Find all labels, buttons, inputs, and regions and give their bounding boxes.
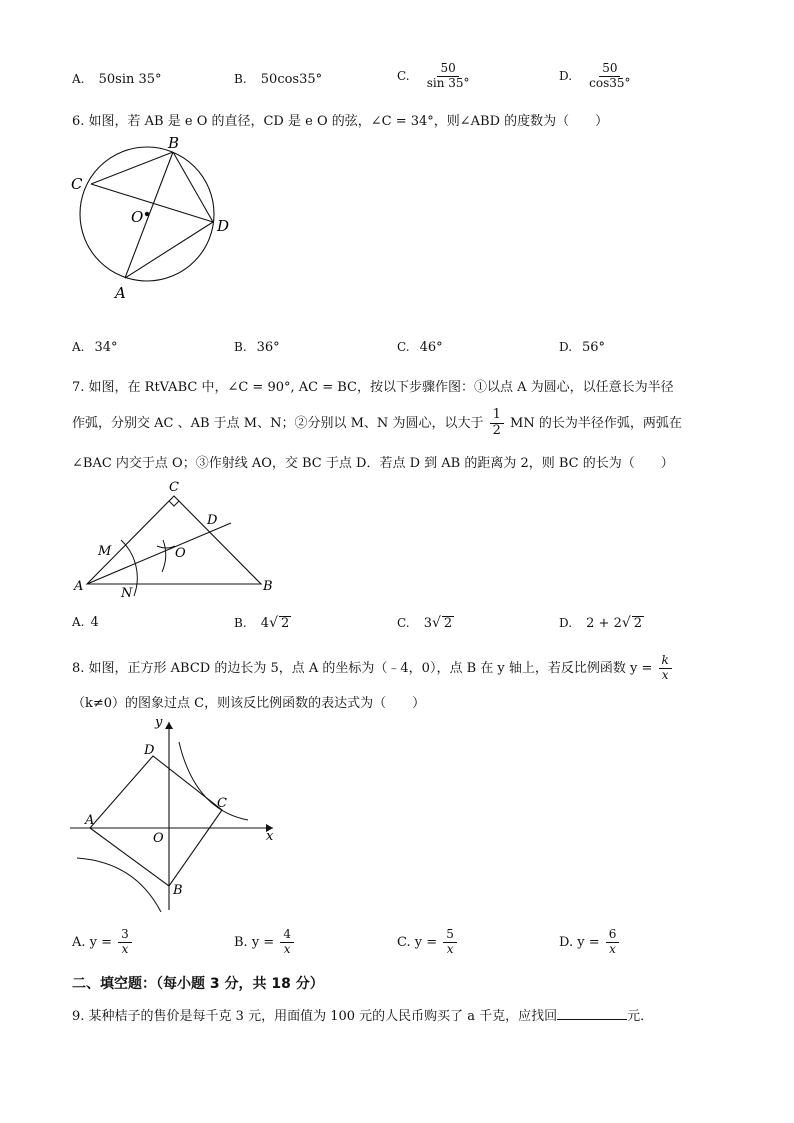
label-c: C (71, 175, 83, 193)
q5-option-c-numerator: 50 (437, 62, 458, 77)
q6-option-c: C. 46° (397, 340, 443, 355)
segment-cb (91, 152, 173, 184)
q7-option-a: A. 4 (72, 615, 99, 630)
q5-option-a: A. 50sin 35° (72, 72, 162, 87)
q7-line2: 作弧，分别交 AC 、AB 于点 M、N；②分别以 M、N 为圆心，以大于 $\frac{1}{2}$ MN 的长为半径作弧，两弧在 (72, 407, 682, 438)
q5-option-d-denominator: cos35° (589, 75, 631, 90)
arc-o-1 (162, 540, 166, 572)
segment-da (125, 222, 213, 278)
y-axis-arrow (165, 722, 173, 729)
q7-option-c: C. 3√ 2 (397, 615, 453, 631)
q8-option-c: C. y = $\frac{5}{x}$ (397, 928, 459, 957)
center-o-dot (145, 212, 149, 216)
q7-figure (65, 474, 295, 604)
label-d: D (217, 217, 230, 235)
q6-option-d: D. 56° (559, 340, 606, 355)
label-d: D (207, 513, 218, 528)
q5-option-c-denominator: sin 35° (426, 75, 470, 90)
q6-option-a: A. 34° (72, 340, 118, 355)
square-abcd (90, 756, 222, 886)
label-x: x (266, 829, 274, 844)
q5-option-d-numerator: 50 (599, 62, 620, 77)
label-c: C (169, 480, 179, 495)
q8-option-a: A. y = $\frac{3}{x}$ (72, 928, 134, 957)
q6-option-b: B. 36° (234, 340, 280, 355)
q8-line1: 8. 如图，正方形 ABCD 的边长为 5，点 A 的坐标为（﹣4，0），点 B 在 y 轴上，若反比例函数 y = $\frac{k}{x}$ (72, 654, 674, 683)
q5-option-a-text: 50sin 35° (98, 72, 162, 87)
label-b: B (173, 883, 183, 898)
label-a: A (85, 813, 95, 828)
q8-option-b: B. y = $\frac{4}{x}$ (234, 928, 296, 957)
q6-figure (65, 130, 240, 305)
q7-line1: 7. 如图，在 RtVABC 中，∠C = 90°, AC = BC，按以下步骤作图：①以点 A 为圆心，以任意长为半径 (72, 380, 674, 395)
label-a: A (74, 579, 84, 594)
q8-figure (65, 712, 285, 912)
q5-option-b: B. 50cos35° (234, 72, 323, 87)
q7-line3: ∠BAC 内交于点 O；③作射线 AO，交 BC 于点 D．若点 D 到 AB 的距离为 2，则 BC 的长为（ ） (72, 456, 674, 471)
label-o: O (175, 546, 186, 561)
q7-option-d: D. 2 + 2√ 2 (559, 615, 643, 631)
label-y: y (155, 715, 163, 730)
q5-option-d: D. $\frac{50}{\cos 35^\circ}$ (559, 62, 636, 91)
label-b: B (263, 579, 273, 594)
q8-option-d: D. y = $\frac{6}{x}$ (559, 928, 621, 957)
label-m: M (98, 544, 112, 559)
hyperbola-branch-2 (77, 858, 161, 912)
label-c: C (217, 796, 227, 811)
q7-option-b: B. 4√ 2 (234, 615, 290, 631)
section-2-title: 二、填空题：（每小题 3 分，共 18 分） (72, 976, 324, 992)
q6-stem: 6. 如图，若 AB 是 e O 的直径，CD 是 e O 的弦，∠C = 34°，则∠ABD 的度数为（ ） (72, 114, 609, 129)
label-o: O (153, 831, 164, 846)
triangle-abc (87, 496, 261, 584)
right-angle-mark (169, 501, 179, 506)
label-b: B (168, 134, 180, 152)
q5-option-b-text: 50cos35° (260, 72, 323, 87)
label-n: N (121, 586, 133, 601)
q9-stem: 9. 某种桔子的售价是每千克 3 元，用面值为 100 元的人民币购买了 a 千克，应找回 元． (72, 1009, 654, 1024)
q5-option-c: C. $\frac{50}{\sin 35^\circ}$ (397, 62, 475, 91)
hyperbola-branch-1 (179, 742, 248, 820)
q8-line2: （k≠0）的图象过点 C，则该反比例函数的表达式为（ ） (72, 696, 426, 711)
answer-blank[interactable] (557, 1007, 627, 1020)
label-a: A (115, 284, 126, 302)
label-d: D (144, 743, 155, 758)
label-o: O (131, 208, 144, 226)
